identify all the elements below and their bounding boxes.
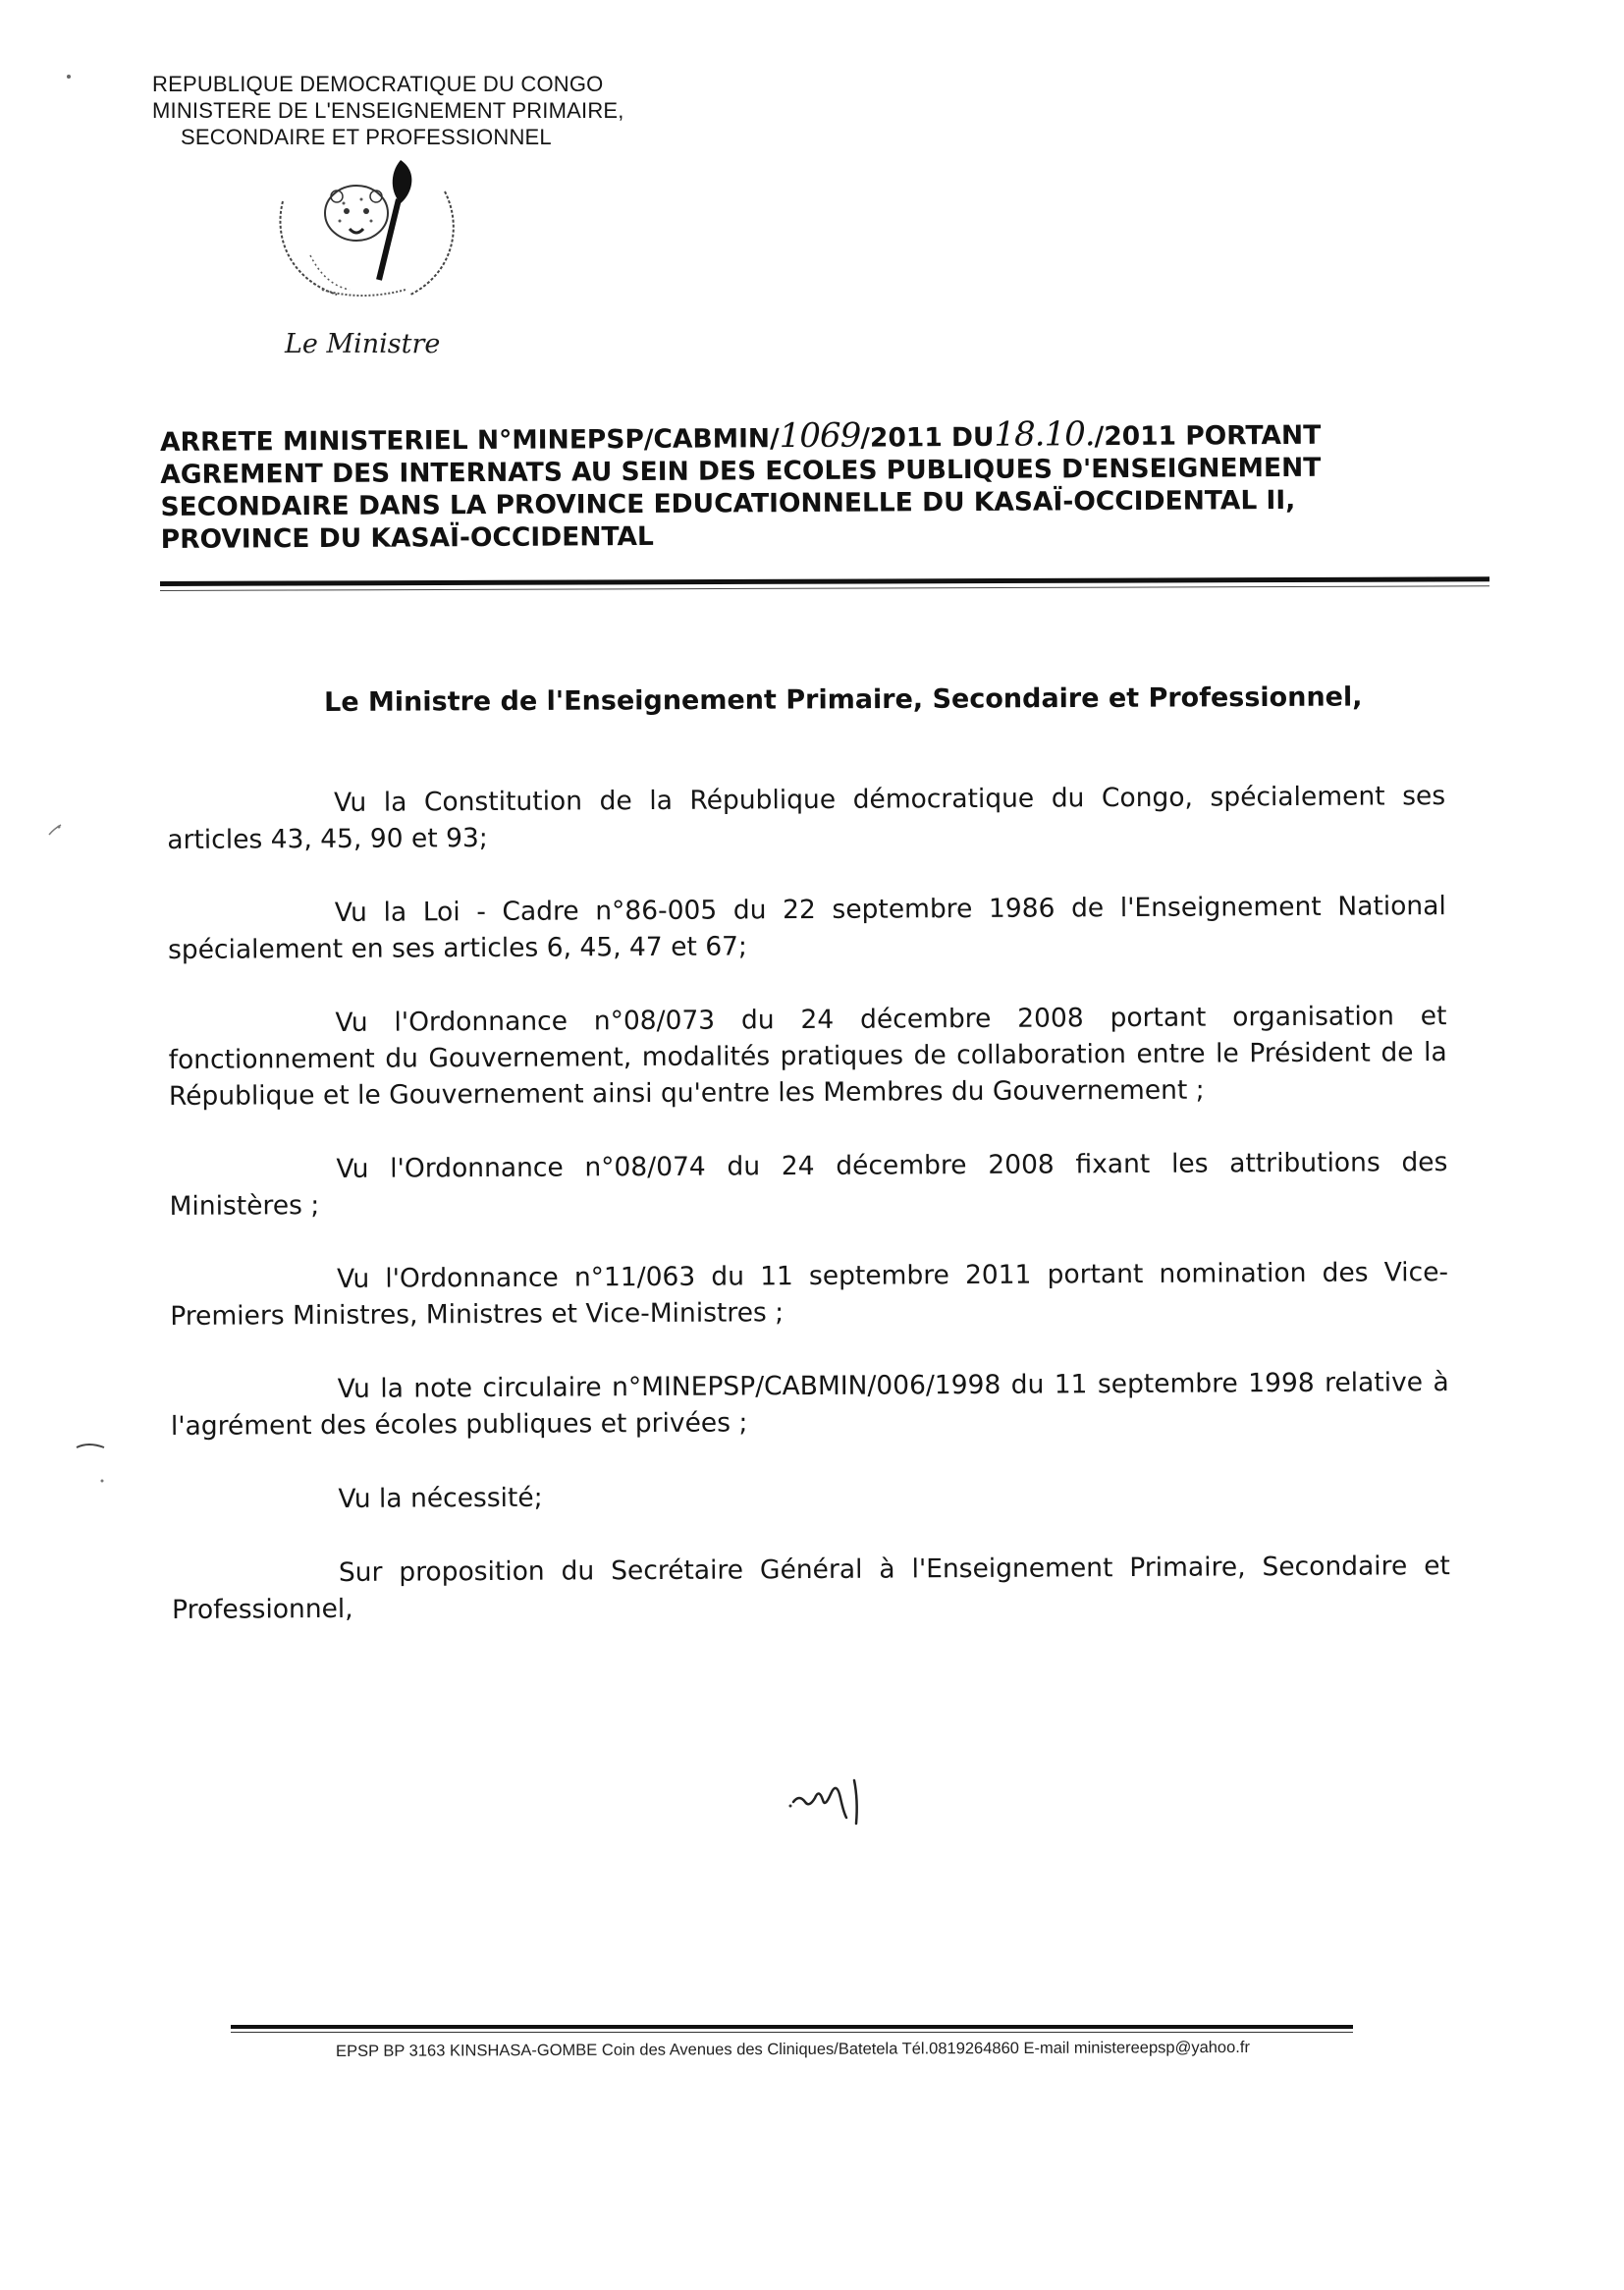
title-prefix: ARRETE MINISTERIEL N°MINEPSP/CABMIN/ [160,423,780,458]
decree-title [160,416,1484,556]
title-line-2: AGREMENT DES INTERNATS AU SEIN DES ECOLES PUBLIQUES D'ENSEIGNEMENT [160,452,1322,490]
recital-note-circulaire: Vu la note circulaire n°MINEPSP/CABMIN/006/1998 du 11 septembre 1998 relative à l'agrément des écoles publiques et privées ; [170,1367,1449,1442]
recital-ordonnance-08-074: Vu l'Ordonnance n°08/074 du 24 décembre 2008 fixant les attributions des Ministères ; [169,1147,1448,1222]
footer-address: EPSP BP 3163 KINSHASA-GOMBE Coin des Avenues des Cliniques/Batetela Tél.0819264860 E-mail ministereepsp@yahoo.fr [336,2038,1250,2060]
header-ministry: MINISTERE DE L'ENSEIGNEMENT PRIMAIRE, [152,98,624,123]
handwritten-decree-date: 18.10. [994,414,1095,455]
title-underline-thin [160,585,1489,591]
decree-body [167,778,1450,1665]
title-underline-thick [160,576,1489,586]
coat-of-arms-emblem [263,152,484,309]
handwritten-decree-number: 1069 [779,415,861,457]
title-line-3: SECONDAIRE DANS LA PROVINCE EDUCATIONNELLE DU KASAÏ-OCCIDENTAL II, [160,484,1296,522]
recital-necessite: Vu la nécessité; [338,1482,543,1514]
footer-rule-thick [231,2025,1353,2029]
ministry-header [152,71,624,150]
recital-constitution: Vu la Constitution de la République démocratique du Congo, spécialement ses articles 43, 45, 90 et 93; [167,781,1446,855]
title-suffix: /2011 PORTANT [1094,419,1322,453]
recital-ordonnance-08-073: Vu l'Ordonnance n°08/073 du 24 décembre 2008 portant organisation et fonctionnement du Gouvernement, modalités pratiques de collaboration entre le Président de la République et le Gouvernement ainsi qu'entre les Membres du Gouvernement ; [168,1001,1447,1112]
recital-proposition: Sur proposition du Secrétaire Général à l'Enseignement Primaire, Secondaire et Professionnel, [172,1551,1450,1625]
handwritten-initials [785,1772,884,1831]
title-line-4: PROVINCE DU KASAÏ-OCCIDENTAL [160,520,654,555]
recital-loi-cadre: Vu la Loi - Cadre n°86-005 du 22 septembre 1986 de l'Enseignement National spécialement en ses articles 6, 45, 47 et 67; [167,891,1446,965]
margin-scan-marks [0,0,137,1571]
addressee-heading: Le Ministre de l'Enseignement Primaire, Secondaire et Professionnel, [324,682,1363,718]
le-ministre-signature-line: Le Ministre [285,329,441,359]
footer-rule-thin [231,2032,1353,2033]
header-country: REPUBLIQUE DEMOCRATIQUE DU CONGO [152,72,604,96]
header-ministry-cont: SECONDAIRE ET PROFESSIONNEL [181,125,552,149]
recital-ordonnance-11-063: Vu l'Ordonnance n°11/063 du 11 septembre 2011 portant nomination des Vice-Premiers Ministres, Ministres et Vice-Ministres ; [170,1257,1449,1332]
title-year: /2011 DU [860,421,995,454]
